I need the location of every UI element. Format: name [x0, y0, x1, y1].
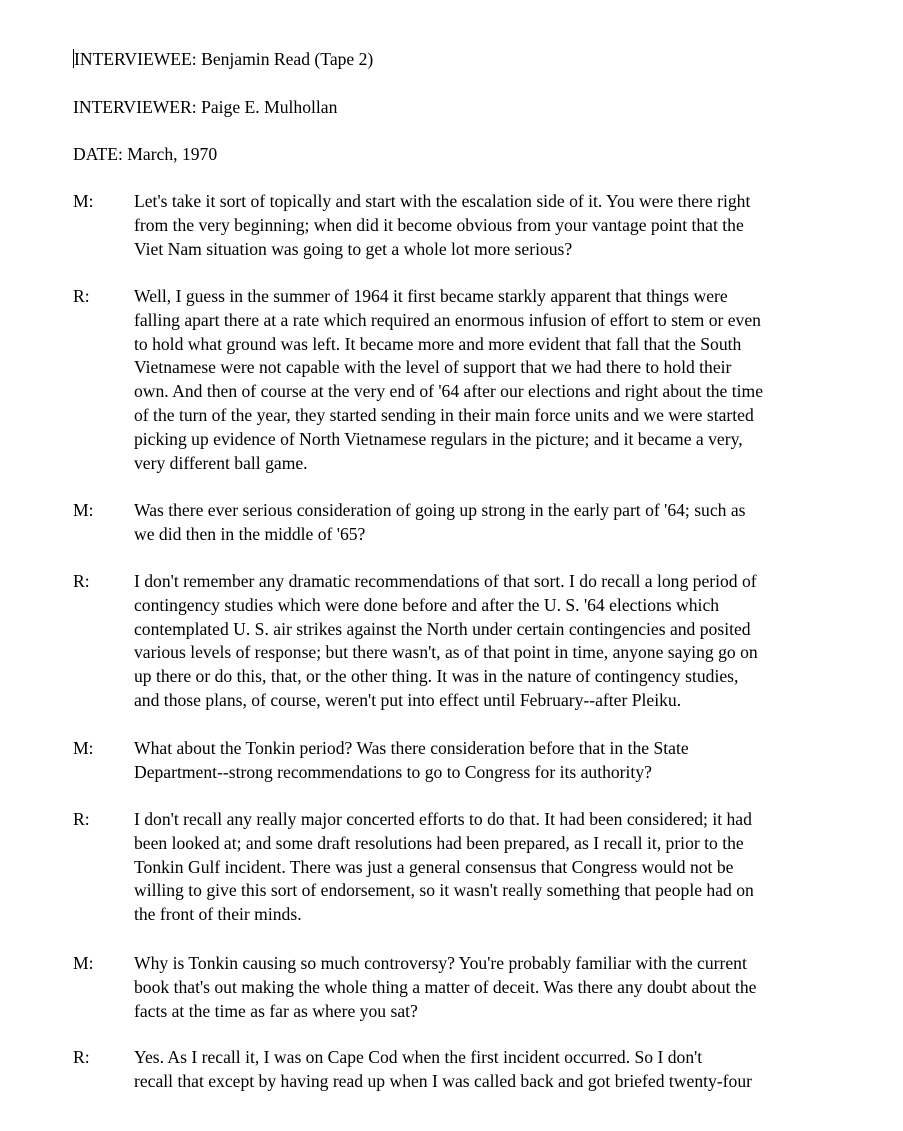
speech-line: Let's take it sort of topically and start with the escalation side of it. You were there right: [134, 191, 751, 211]
speech-text: [134, 190, 874, 261]
speech-text: [134, 952, 874, 1023]
speech-line: we did then in the middle of '65?: [134, 523, 366, 544]
speech-line: willing to give this sort of endorsement, so it wasn't really something that people had on: [134, 880, 754, 901]
speech-line: Viet Nam situation was going to get a whole lot more serious?: [134, 238, 573, 259]
speech-line: the front of their minds.: [134, 904, 302, 925]
speaker-label: M:: [73, 191, 94, 211]
speech-line: Department--strong recommendations to go to Congress for its authority?: [134, 761, 652, 782]
speech-line: very different ball game.: [134, 452, 308, 473]
speech-text: [134, 1046, 874, 1094]
speech-line: and those plans, of course, weren't put into effect until February--after Pleiku.: [134, 689, 682, 710]
speech-text: [134, 737, 874, 785]
speaker-label: R:: [73, 571, 90, 591]
speech-line: I don't recall any really major concerted efforts to do that. It had been considered; it had: [134, 809, 752, 829]
speaker-label: M:: [73, 953, 94, 973]
speech-line: various levels of response; but there wasn't, as of that point in time, anyone saying go on: [134, 642, 758, 663]
interviewee-line: [73, 47, 373, 71]
speech-line: Well, I guess in the summer of 1964 it first became starkly apparent that things were: [134, 286, 728, 306]
speaker-label: M:: [73, 500, 94, 520]
speech-line: Tonkin Gulf incident. There was just a general consensus that Congress would not be: [134, 856, 734, 877]
speech-line: to hold what ground was left. It became more and more evident that fall that the South: [134, 333, 742, 354]
speaker-label: M:: [73, 738, 94, 758]
speech-line: up there or do this, that, or the other thing. It was in the nature of contingency studies,: [134, 666, 739, 687]
speaker-label: R:: [73, 809, 90, 829]
speech-line: been looked at; and some draft resolutions had been prepared, as I recall it, prior to the: [134, 832, 744, 853]
speech-text: [134, 285, 874, 475]
speech-line: own. And then of course at the very end of '64 after our elections and right about the time: [134, 381, 764, 402]
interviewer-line: INTERVIEWER: Paige E. Mulhollan: [73, 97, 338, 117]
speech-line: falling apart there at a rate which required an enormous infusion of effort to stem or even: [134, 309, 761, 330]
speech-text: [134, 808, 874, 927]
speech-line: Yes. As I recall it, I was on Cape Cod when the first incident occurred. So I don't: [134, 1047, 703, 1067]
interviewee-text: INTERVIEWEE: Benjamin Read (Tape 2): [74, 49, 374, 69]
speech-line: picking up evidence of North Vietnamese regulars in the picture; and it became a very,: [134, 428, 743, 449]
speech-line: What about the Tonkin period? Was there consideration before that in the State: [134, 738, 689, 758]
speech-line: Vietnamese were not capable with the level of support that we had there to hold their: [134, 357, 732, 378]
speech-line: recall that except by having read up when I was called back and got briefed twenty-four: [134, 1070, 752, 1091]
speech-line: facts at the time as far as where you sat?: [134, 1000, 418, 1021]
speaker-label: R:: [73, 1047, 90, 1067]
speech-text: [134, 499, 874, 547]
speech-line: of the turn of the year, they started sending in their main force units and we were started: [134, 404, 754, 425]
speech-line: book that's out making the whole thing a matter of deceit. Was there any doubt about the: [134, 976, 757, 997]
speech-line: contingency studies which were done before and after the U. S. '64 elections which: [134, 594, 720, 615]
speech-line: Was there ever serious consideration of going up strong in the early part of '64; such as: [134, 500, 746, 520]
date-line: DATE: March, 1970: [73, 144, 218, 164]
speaker-label: R:: [73, 286, 90, 306]
speech-text: [134, 570, 874, 713]
speech-line: I don't remember any dramatic recommendations of that sort. I do recall a long period of: [134, 571, 757, 591]
speech-line: contemplated U. S. air strikes against the North under certain contingencies and posited: [134, 618, 751, 639]
speech-line: from the very beginning; when did it become obvious from your vantage point that the: [134, 214, 744, 235]
speech-line: Why is Tonkin causing so much controversy? You're probably familiar with the current: [134, 953, 747, 973]
